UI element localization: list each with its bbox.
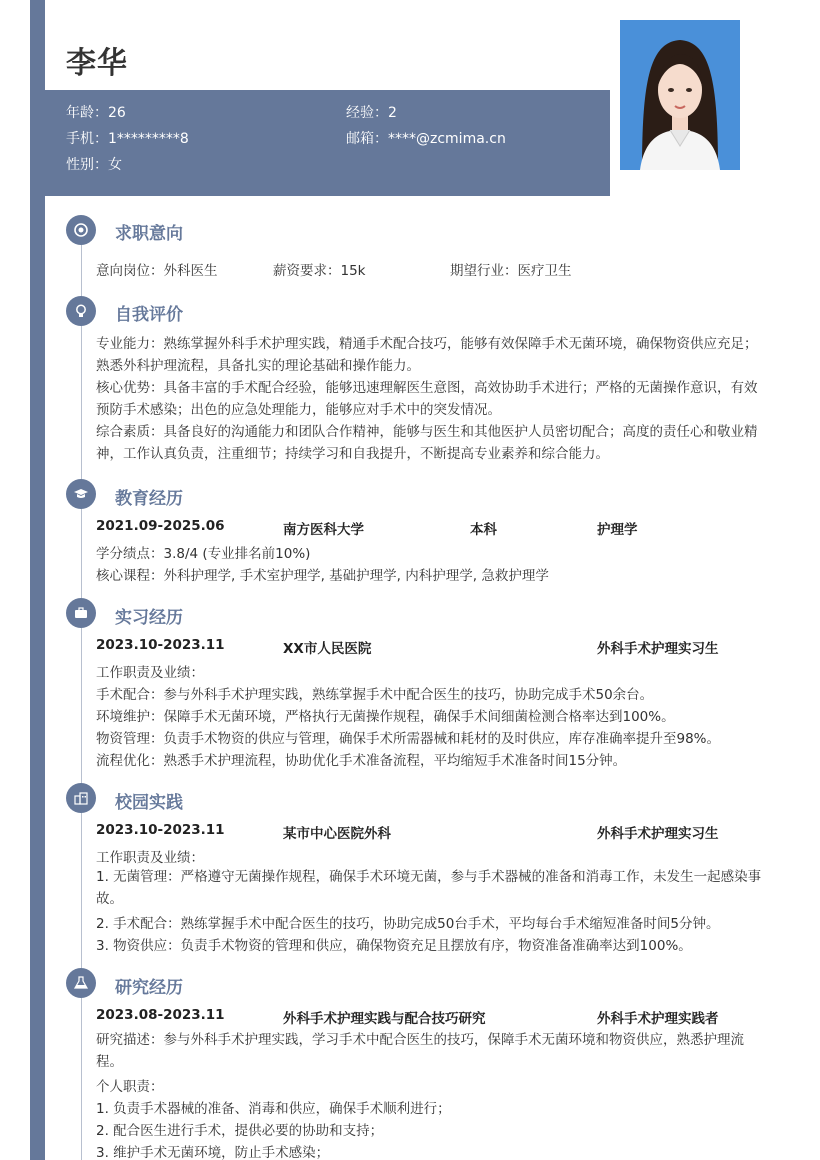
email-info bbox=[346, 128, 506, 148]
research-description: 研究描述：参与外科手术护理实践，学习手术中配合医生的技巧，保障手术无菌环境和物资供应，熟悉护理流程。 bbox=[96, 1032, 744, 1070]
research-section-title: 研究经历 bbox=[115, 978, 183, 998]
email-label: 邮箱： bbox=[346, 131, 388, 147]
age-info bbox=[66, 102, 126, 122]
phone-value: 1*********8 bbox=[108, 131, 189, 147]
graduation-cap-icon bbox=[66, 479, 96, 509]
education-section-title: 教育经历 bbox=[115, 489, 183, 509]
phone-label: 手机： bbox=[66, 131, 108, 147]
internship-duties-heading: 工作职责及业绩： bbox=[96, 665, 204, 681]
candidate-name: 李华 bbox=[66, 46, 128, 81]
age-label: 年龄： bbox=[66, 105, 108, 121]
internship-section-title: 实习经历 bbox=[115, 608, 183, 628]
age-value: 26 bbox=[108, 105, 126, 121]
self-eval-section-title: 自我评价 bbox=[115, 305, 183, 325]
internship-duty-3: 物资管理：负责手术物资的供应与管理，确保手术所需器械和耗材的及时供应，库存准确率提升至98%。 bbox=[96, 731, 721, 747]
campus-duty-1: 1. 无菌管理：严格遵守无菌操作规程，确保手术环境无菌，参与手术器械的准备和消毒工作，未发生一起感染事故。 bbox=[96, 869, 762, 907]
education-school: 南方医科大学 bbox=[283, 522, 364, 538]
self-eval-strengths: 核心优势：具备丰富的手术配合经验，能够迅速理解医生意图，高效协助手术进行；严格的无菌操作意识，有效预防手术感染；出色的应急处理能力，能够应对手术中的突发情况。 bbox=[96, 380, 758, 418]
lightbulb-icon bbox=[66, 296, 96, 326]
internship-role: 外科手术护理实习生 bbox=[597, 641, 719, 657]
building-icon bbox=[66, 783, 96, 813]
research-period: 2023.08-2023.11 bbox=[96, 1007, 225, 1023]
internship-duty-1: 手术配合：参与外科手术护理实践，熟练掌握手术中配合医生的技巧，协助完成手术50余台。 bbox=[96, 687, 654, 703]
target-icon bbox=[66, 215, 96, 245]
intent-industry: 期望行业：医疗卫生 bbox=[450, 263, 572, 279]
campus-duty-2: 2. 手术配合：熟练掌握手术中配合医生的技巧，协助完成50台手术，平均每台手术缩短准备时间5分钟。 bbox=[96, 916, 720, 932]
internship-org: XX市人民医院 bbox=[283, 641, 372, 657]
flask-icon bbox=[66, 968, 96, 998]
research-duty-1: 1. 负责手术器械的准备、消毒和供应，确保手术顺利进行； bbox=[96, 1101, 451, 1117]
education-courses: 核心课程：外科护理学, 手术室护理学, 基础护理学, 内科护理学, 急救护理学 bbox=[96, 568, 549, 584]
gender-label: 性别： bbox=[66, 157, 108, 173]
campus-section-title: 校园实践 bbox=[115, 793, 183, 813]
intent-salary: 薪资要求：15k bbox=[273, 263, 366, 279]
profile-photo bbox=[620, 20, 740, 170]
email-value: ****@zcmima.cn bbox=[388, 131, 506, 147]
education-gpa: 学分绩点：3.8/4 (专业排名前10%) bbox=[96, 546, 311, 562]
internship-duty-4: 流程优化：熟悉手术护理流程，协助优化手术准备流程，平均缩短手术准备时间15分钟。 bbox=[96, 753, 627, 769]
research-duties-heading: 个人职责： bbox=[96, 1079, 164, 1095]
education-period: 2021.09-2025.06 bbox=[96, 518, 225, 534]
campus-duty-3: 3. 物资供应：负责手术物资的管理和供应，确保物资充足且摆放有序，物资准备准确率达到100%。 bbox=[96, 938, 692, 954]
experience-value: 2 bbox=[388, 105, 397, 121]
internship-duty-2: 环境维护：保障手术无菌环境，严格执行无菌操作规程，确保手术间细菌检测合格率达到100%。 bbox=[96, 709, 675, 725]
timeline-line bbox=[81, 228, 82, 1160]
self-eval-qualities: 综合素质：具备良好的沟通能力和团队合作精神，能够与医生和其他医护人员密切配合；高度的责任心和敬业精神，工作认真负责，注重细节；持续学习和自我提升，不断提高专业素养和综合能力。 bbox=[96, 424, 758, 462]
research-duty-2: 2. 配合医生进行手术，提供必要的协助和支持； bbox=[96, 1123, 384, 1139]
campus-duties-heading: 工作职责及业绩： bbox=[96, 850, 204, 866]
gender-value: 女 bbox=[108, 157, 122, 173]
campus-org: 某市中心医院外科 bbox=[283, 826, 391, 842]
education-major: 护理学 bbox=[597, 522, 638, 538]
internship-period: 2023.10-2023.11 bbox=[96, 637, 225, 653]
phone-info bbox=[66, 128, 189, 148]
campus-period: 2023.10-2023.11 bbox=[96, 822, 225, 838]
intent-position: 意向岗位：外科医生 bbox=[96, 263, 218, 279]
education-degree: 本科 bbox=[470, 522, 497, 538]
campus-role: 外科手术护理实习生 bbox=[597, 826, 719, 842]
briefcase-icon bbox=[66, 598, 96, 628]
research-project: 外科手术护理实践与配合技巧研究 bbox=[283, 1011, 486, 1027]
self-eval-professional: 专业能力：熟练掌握外科手术护理实践，精通手术配合技巧，能够有效保障手术无菌环境，确保物资供应充足；熟悉外科护理流程，具备扎实的理论基础和操作能力。 bbox=[96, 336, 758, 374]
intent-section-title: 求职意向 bbox=[115, 224, 183, 244]
research-duty-3: 3. 维护手术无菌环境，防止手术感染； bbox=[96, 1145, 330, 1160]
experience-label: 经验： bbox=[346, 105, 388, 121]
gender-info bbox=[66, 154, 122, 174]
experience-info bbox=[346, 102, 397, 122]
research-role: 外科手术护理实践者 bbox=[597, 1011, 719, 1027]
